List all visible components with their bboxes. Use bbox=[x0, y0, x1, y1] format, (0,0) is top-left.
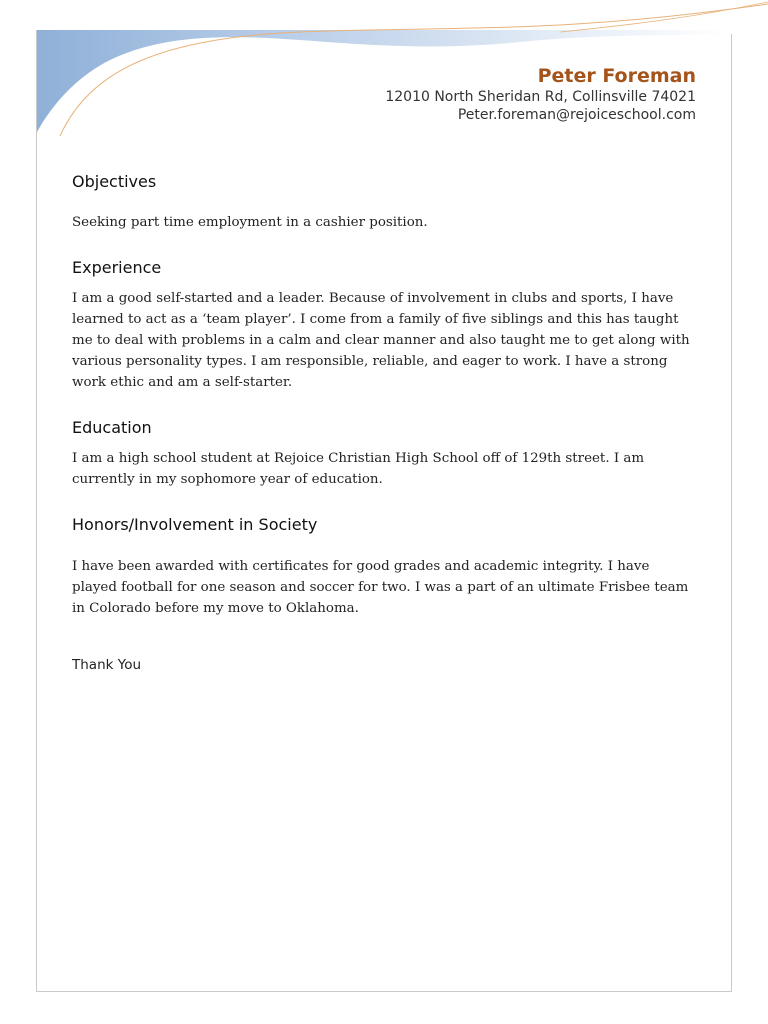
experience-text: I am a good self-started and a leader. Because of involvement in clubs and sports, I have learned to act as a ‘team player’. I come from a family of five siblings and this has taught me to deal with problems in a calm and clear manner and also taught me to get along with various personality types. I am responsible, reliable, and eager to work. I have a strong work ethic and am a self-starter. bbox=[72, 291, 690, 390]
applicant-address: 12010 North Sheridan Rd, Collinsville 74021 bbox=[385, 89, 696, 105]
applicant-email: Peter.foreman@rejoiceschool.com bbox=[457, 107, 696, 123]
education-text: I am a high school student at Rejoice Christian High School off of 129th street. I am currently in my sophomore year of education. bbox=[72, 451, 645, 487]
applicant-name: Peter Foreman bbox=[537, 65, 696, 87]
education-heading: Education bbox=[72, 418, 152, 437]
honors-heading: Honors/Involvement in Society bbox=[72, 515, 318, 534]
honors-text: I have been awarded with certificates for good grades and academic integrity. I have played football for one season and soccer for two. I was a part of an ultimate Frisbee team in Colorado before my move to Oklahoma. bbox=[72, 559, 689, 616]
objectives-heading: Objectives bbox=[72, 172, 157, 191]
closing-text: Thank You bbox=[72, 657, 142, 673]
experience-heading: Experience bbox=[72, 258, 162, 277]
objectives-text: Seeking part time employment in a cashier position. bbox=[72, 215, 428, 230]
resume-header bbox=[385, 64, 696, 124]
